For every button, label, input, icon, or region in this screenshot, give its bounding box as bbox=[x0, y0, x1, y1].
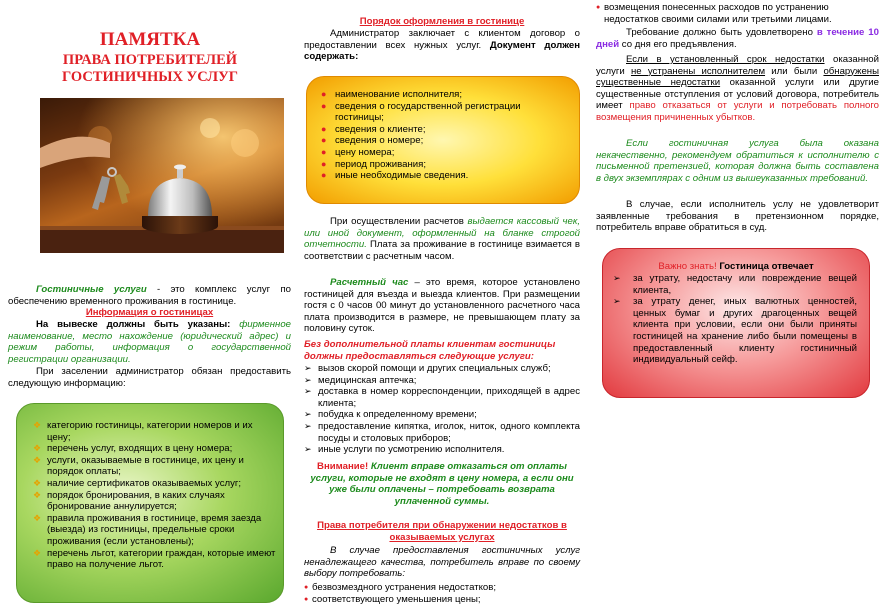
list-item: ● сведения о государственной регистрации гостиницы; bbox=[321, 100, 521, 124]
list-item: ● соответствующего уменьшения цены; bbox=[304, 593, 481, 605]
red-liability-box bbox=[602, 248, 870, 398]
list-item: ➢ за утрату, недостачу или повреждение вещей клиента, bbox=[613, 273, 857, 296]
list-item: ● безвозмездного устранения недостатков; bbox=[304, 582, 497, 593]
green-info-box bbox=[16, 403, 284, 603]
admin-intro: При заселении администратор обязан предоставить следующую информацию: bbox=[8, 366, 291, 389]
free-services-list bbox=[304, 363, 580, 456]
hotel-services-definition: Гостиничные услуги - это комплекс услуг по обеспечению временного проживания в гостинице. bbox=[8, 284, 291, 307]
list-item: ❖ порядок бронирования, в каких случаях бронирование аннулируется; bbox=[33, 489, 225, 513]
list-item: ❖ правила проживания в гостинице, время заезда (выезда) из гостиницы, предельные сроки проживания (если установлены); bbox=[33, 512, 262, 547]
term-paragraph: Если в установленный срок недостатки оказанной услуги не устранены исполнителем или были обнаружены существенные недостатки оказанной услуги или другие существенные отступления от условий договора, потребитель имеет право отказаться от услуги и потребовать полного возмещения причиненных убытков. bbox=[596, 54, 879, 123]
list-item: ➢ медицинская аптечка; bbox=[304, 374, 417, 386]
rights-intro: В случае предоставления гостиничных услуг ненадлежащего качества, потребитель вправе по своему выбору потребовать: bbox=[304, 545, 580, 580]
list-item: ● период проживания; bbox=[321, 158, 426, 170]
signboard-paragraph: На вывеске должны быть указаны: фирменное наименование, место нахождение (юридический адрес) и режим работы, информация о государственной регистрации организации. bbox=[8, 319, 291, 365]
list-item: ❖ услуги, оказываемые в гостинице, их цену и порядок оплаты; bbox=[33, 454, 244, 478]
deadline-paragraph: Требование должно быть удовлетворено в течение 10 дней со дня его предъявления. bbox=[596, 27, 879, 50]
list-item: ❖ категорию гостиницы, категории номеров и их цену; bbox=[33, 420, 253, 443]
list-item: ● возмещения понесенных расходов по устранению недостатков своими силами или третьими лицами. bbox=[596, 2, 832, 25]
rights-list-continued bbox=[596, 2, 879, 25]
list-item: ❖ перечень услуг, входящих в цену номера; bbox=[33, 443, 233, 455]
contract-paragraph: Администратор заключает с клиентом договор о предоставлении всех нужных услуг. Документ должен содержать: bbox=[304, 28, 581, 63]
list-item: ➢ побудка к определенному времени; bbox=[304, 409, 477, 421]
column-right bbox=[596, 0, 879, 610]
important-heading: Важно знать! Гостиница отвечает bbox=[658, 261, 814, 272]
list-item: ● сведения о клиенте; bbox=[321, 123, 426, 135]
free-services-heading: Без дополнительной платы клиентам гостиницы должны предоставляться следующие услуги: bbox=[304, 339, 556, 362]
list-item: ❖ наличие сертификатов оказываемых услуг; bbox=[33, 477, 242, 489]
leaflet-title: ПАМЯТКА bbox=[99, 29, 201, 50]
list-item: ➢ доставка в номер корреспонденции, приходящей в адрес клиента; bbox=[304, 386, 580, 409]
list-item: ● сведения о номере; bbox=[321, 135, 424, 147]
hotel-bell-photo bbox=[40, 98, 284, 253]
info-heading: Информация о гостиницах bbox=[85, 307, 214, 318]
bell-illustration bbox=[40, 98, 284, 253]
list-item: ➢ предоставление кипятка, иголок, ниток, одного комплекта посуды и столовых приборов; bbox=[304, 420, 580, 444]
rights-heading: Права потребителя при обнаружении недостатков в оказываемых услугах bbox=[317, 520, 567, 543]
leaflet-subtitle-2: ГОСТИНИЧНЫХ УСЛУГ bbox=[62, 69, 238, 85]
list-item: ● цену номера; bbox=[321, 146, 395, 158]
list-item: ❖ перечень льгот, категории граждан, которые имеют право на получение льгот. bbox=[33, 547, 276, 571]
list-item: ● иные необходимые сведения. bbox=[321, 170, 469, 182]
column-left bbox=[8, 0, 291, 610]
leaflet-subtitle-1: ПРАВА ПОТРЕБИТЕЛЕЙ bbox=[62, 52, 238, 68]
list-item: ● наименование исполнителя; bbox=[321, 89, 463, 100]
checkout-paragraph: Расчетный час – это время, которое установлено гостиницей для въезда и выезда клиентов. При размещении гостя с 0 часов 00 минут до установленного расчетного часа плата производится в размере, не превышающем плату за половину суток. bbox=[304, 277, 581, 335]
column-middle bbox=[304, 0, 580, 610]
list-item: ➢ иные услуги по усмотрению исполнителя. bbox=[304, 444, 505, 456]
rights-list bbox=[304, 582, 580, 605]
list-item: ➢ вызов скорой помощи и других специальных служб; bbox=[304, 363, 551, 374]
list-item: ➢ за утрату денег, иных валютных ценностей, ценных бумаг и других драгоценных вещей клиента при условии, если они были приняты гостиницей на хранение либо были помещены в предоставленный клиенту гостиничный индивидуальный сейф. bbox=[613, 296, 857, 366]
yellow-contract-box bbox=[306, 76, 580, 204]
court-paragraph: В случае, если исполнитель услу не удовлетворит заявленные требования в претензионном порядке, потребитель вправе обратиться в суд. bbox=[596, 199, 879, 234]
order-heading: Порядок оформления в гостинице bbox=[359, 16, 525, 27]
attention-paragraph: Внимание! Клиент вправе отказаться от оплаты услуги, которые не входят в цену номера, а если они уже были оплачены – потребовать возврата уплаченной суммы. bbox=[310, 461, 574, 507]
payment-paragraph: При осуществлении расчетов выдается кассовый чек, или иной документ, оформленный на бланке строгой отчетности. Плата за проживание в гостинице взимается в соответствии с расчетным часом. bbox=[304, 216, 581, 262]
claim-paragraph: Если гостиничная услуга была оказана некачественно, рекомендуем обратиться к исполнителю с письменной претензией, которая должна быть составлена в двух экземплярах с одним из вышеуказанных требований. bbox=[596, 138, 879, 184]
